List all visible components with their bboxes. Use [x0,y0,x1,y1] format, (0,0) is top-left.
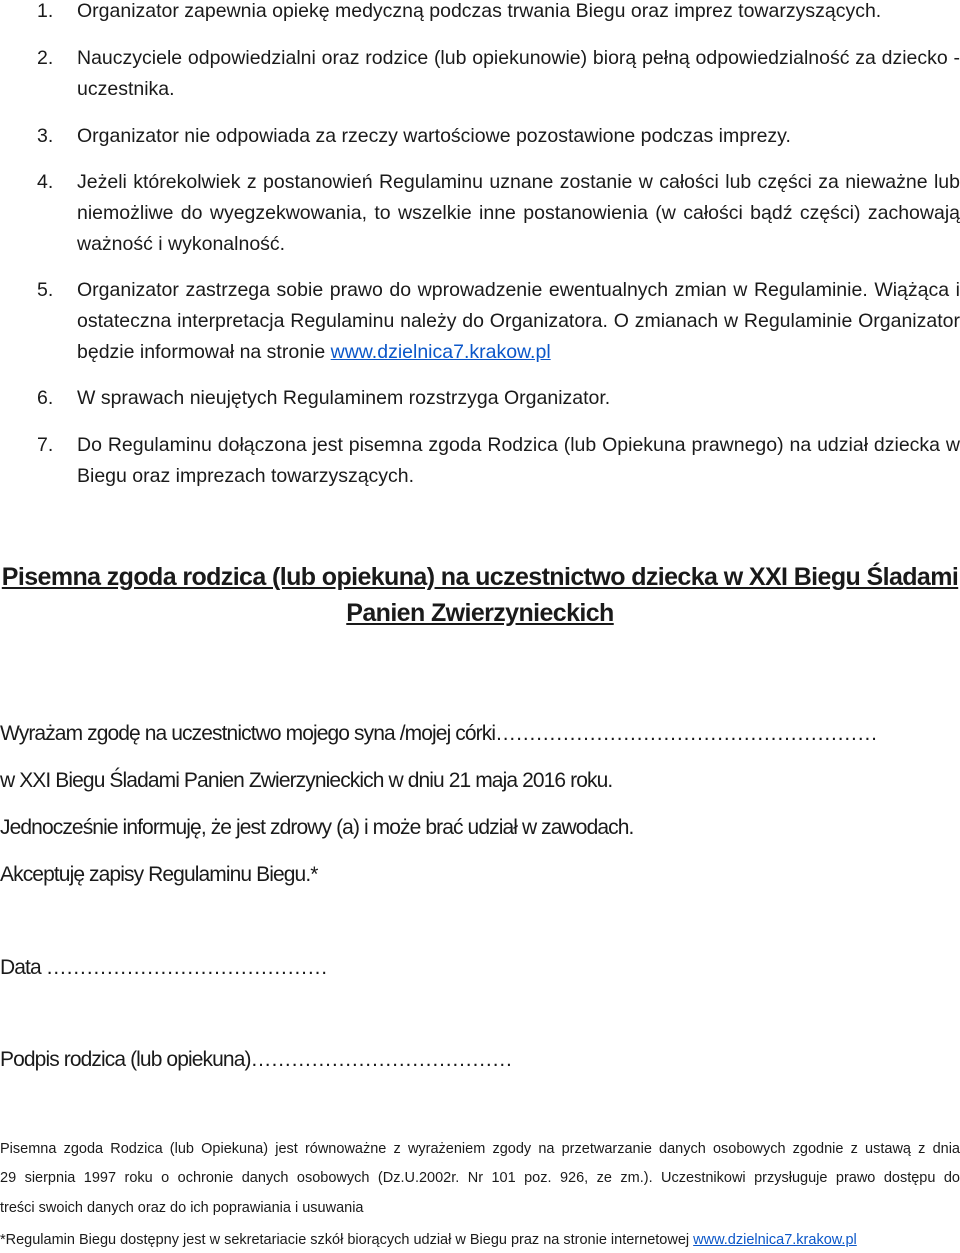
rule-number: 5. [37,279,54,301]
rule-text [77,275,960,368]
privacy-note-line-3: treści swoich danych oraz do ich poprawiania i usuwania [0,1200,364,1216]
footnote-link[interactable]: www.dzielnica7.krakow.pl [693,1232,857,1248]
rule-item-5 [37,275,960,368]
rule-number: 2. [37,47,54,69]
consent-health-line: Jednocześnie informuję, że jest zdrowy (a) i może brać udział w zawodach. [0,816,634,839]
consent-title-line-1: Pisemna zgoda rodzica (lub opiekuna) na uczestnictwo dziecka w XXI Biegu Śladami [1,563,959,591]
rule-item-7 [37,430,960,492]
rule-number: 6. [37,387,54,409]
website-link[interactable]: www.dzielnica7.krakow.pl [330,341,551,363]
rule-text: Jeżeli którekolwiek z postanowień Regulaminu uznane zostanie w całości lub części za nieważne lub niemożliwe do wyegzekwowania, to wszelkie inne postanowienia (w całości bądź części) zachowają ważność i wykonalność. [77,171,960,255]
footnote [0,1230,960,1250]
rule-number: 7. [37,434,54,456]
privacy-note-line-2: 29 sierpnia 1997 roku o ochronie danych osobowych (Dz.U.2002r. Nr 101 poz. 926, ze zm.). Uczestnikowi przysługuje prawo dostępu do [0,1170,960,1186]
consent-child-line: Wyrażam zgodę na uczestnictwo mojego syna /mojej córki………………………………………………… [0,722,878,745]
rule-item-6 [37,383,960,414]
rule-text: Nauczyciele odpowiedzialni oraz rodzice (lub opiekunowie) biorą pełną odpowiedzialność za dziecko - uczestnika. [77,47,960,100]
consent-accept-line: Akceptuję zapisy Regulaminu Biegu.* [0,863,318,886]
rule-text: Organizator nie odpowiada za rzeczy wartościowe pozostawione podczas imprezy. [77,125,791,147]
rule-item-3 [37,121,960,152]
consent-title-line-2: Panien Zwierzynieckich [346,599,614,627]
privacy-note-line-1: Pisemna zgoda Rodzica (lub Opiekuna) jest równoważne z wyrażeniem zgody na przetwarzanie danych osobowych zgodnie z ustawą z dnia [0,1141,960,1157]
rule-number: 4. [37,171,54,193]
consent-event-line: w XXI Biegu Śladami Panien Zwierzynieckich w dniu 21 maja 2016 roku. [0,769,613,792]
date-field: Data …………………………………… [0,956,328,979]
rule-item-2 [37,43,960,105]
signature-field: Podpis rodzica (lub opiekuna)………………………………… [0,1048,512,1071]
rule-text: W sprawach nieujętych Regulaminem rozstrzyga Organizator. [77,387,611,409]
rule-item-4 [37,167,960,260]
rule-item-1 [37,0,960,27]
footnote-text: *Regulamin Biegu dostępny jest w sekretariacie szkół biorących udział w Biegu praz na stronie internetowej [0,1232,694,1248]
rule-text-body: Organizator zastrzega sobie prawo do wprowadzenie ewentualnych zmian w Regulaminie. Wiążąca i ostateczna interpretacja Regulaminu należy do Organizatora. O zmianach w Regulaminie Organizator będzie informował na stronie [77,279,960,363]
rule-text: Organizator zapewnia opiekę medyczną podczas trwania Biegu oraz imprez towarzyszących. [77,0,882,22]
rule-number: 1. [37,0,54,22]
rule-number: 3. [37,125,54,147]
rule-text: Do Regulaminu dołączona jest pisemna zgoda Rodzica (lub Opiekuna prawnego) na udział dziecka w Biegu oraz imprezach towarzyszących. [77,434,960,487]
